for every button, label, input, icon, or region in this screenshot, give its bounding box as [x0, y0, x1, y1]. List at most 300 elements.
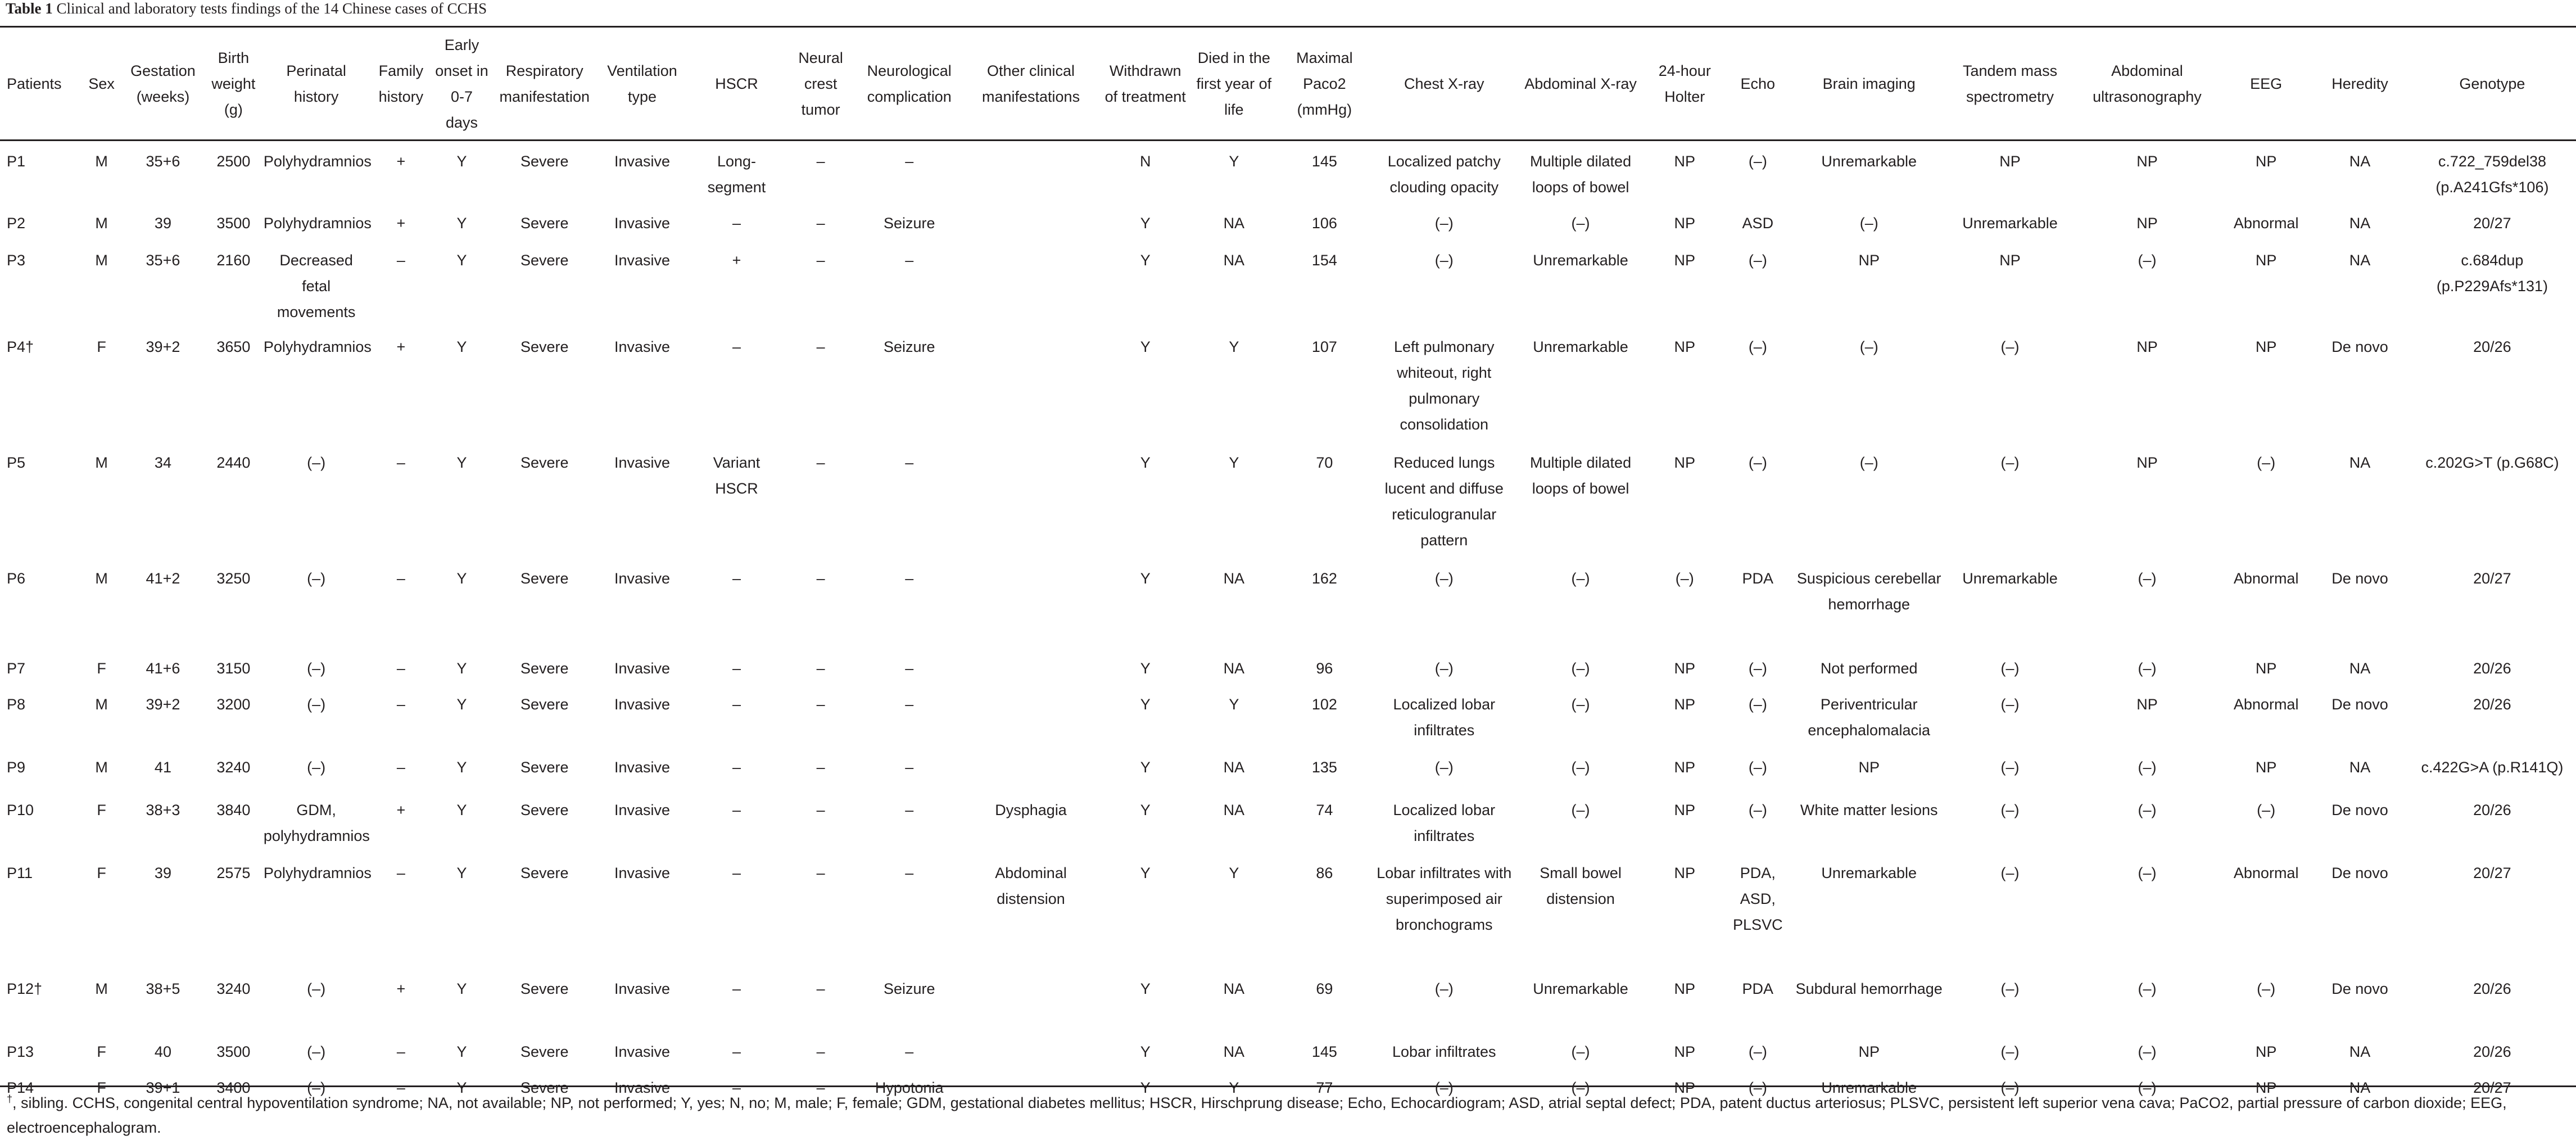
table-cell: Y — [1140, 1043, 1151, 1060]
table-cell: – — [816, 980, 825, 997]
table-cell: (–) — [1571, 759, 1590, 776]
table-cell: Severe — [520, 252, 569, 269]
table-cell: 135 — [1311, 759, 1337, 776]
table-cell: NA — [1223, 802, 1245, 818]
table-cell: NP — [1674, 802, 1696, 818]
table-cell: Localized lobar infiltrates — [1393, 802, 1496, 844]
table-row — [0, 851, 2576, 967]
table-cell: (–) — [2000, 454, 2020, 471]
table-cell: Invasive — [614, 215, 671, 232]
table-cell: PDA — [1742, 980, 1774, 997]
column-header: Sex — [88, 75, 115, 92]
column-header: Brain imaging — [1822, 75, 1916, 92]
table-cell: – — [732, 865, 741, 881]
table-cell: NP — [1674, 980, 1696, 997]
table-cell: NA — [2349, 252, 2371, 269]
table-cell: – — [732, 1043, 741, 1060]
table-cell: (–) — [1571, 660, 1590, 677]
table-cell: P5 — [7, 454, 26, 471]
table-cell: Unremarkable — [1533, 980, 1628, 997]
table-cell: (–) — [1748, 759, 1767, 776]
table-cell: Y — [456, 252, 467, 269]
table-cell: – — [396, 696, 405, 713]
table-cell: – — [816, 802, 825, 818]
table-cell — [962, 967, 1099, 1030]
table-cell: NP — [2255, 660, 2277, 677]
footnote-text: , sibling. CCHS, congenital central hypoventilation syndrome; NA, not available; NP, not performed; Y, yes; N, no; M, male; F, female; GDM, gestational diabetes mellitus; HSCR, Hirschprung disease; Echo, Echocardiogram; ASD, atrial septal defect; PDA, patent ductus arteriosus; PLSVC, persistent left superior vena cava; PaCO2, partial pressure of carbon dioxide; EEG, electroencephalogram. — [7, 1094, 2507, 1136]
table-cell: P14 — [7, 1079, 34, 1096]
table-cell: 20/26 — [2473, 1043, 2511, 1060]
table-cell: Seizure — [883, 338, 935, 355]
table-cell: Invasive — [614, 153, 671, 170]
table-header-row — [0, 28, 2576, 139]
table-cell: (–) — [2138, 570, 2157, 587]
table-cell: (–) — [2138, 1079, 2157, 1096]
table-cell: 20/27 — [2473, 1079, 2511, 1096]
table-cell: (–) — [1859, 454, 1878, 471]
table-cell: Severe — [520, 1043, 569, 1060]
table-cell: + — [732, 252, 741, 269]
column-header: HSCR — [715, 75, 758, 92]
table-cell: (–) — [2138, 759, 2157, 776]
table-cell: – — [816, 1079, 825, 1096]
table-cell: 38+5 — [146, 980, 180, 997]
table-cell: Invasive — [614, 802, 671, 818]
column-header: Genotype — [2459, 75, 2525, 92]
table-cell: Y — [456, 660, 467, 677]
table-cell — [962, 201, 1099, 238]
table-cell: 20/26 — [2473, 660, 2511, 677]
table-cell: Dysphagia — [995, 802, 1067, 818]
table-row — [0, 441, 2576, 557]
table-cell: (–) — [1434, 215, 1454, 232]
table-cell: Y — [1140, 338, 1151, 355]
table-cell: 77 — [1316, 1079, 1333, 1096]
table-cell: Y — [1140, 660, 1151, 677]
table-cell: Severe — [520, 865, 569, 881]
table-cell: (–) — [307, 980, 326, 997]
table-cell: NA — [1223, 980, 1245, 997]
table-cell: (–) — [1748, 802, 1767, 818]
table-cell: NP — [1674, 759, 1696, 776]
table-cell: 34 — [154, 454, 171, 471]
table-cell: F — [97, 660, 106, 677]
table-cell: Y — [456, 454, 467, 471]
table-cell: Unremarkable — [1533, 338, 1628, 355]
table-cell: Y — [1140, 1079, 1151, 1096]
table-cell: 39+2 — [146, 338, 180, 355]
table-row — [0, 238, 2576, 325]
table-cell: 3840 — [216, 802, 251, 818]
column-header: Respiratory manifestation — [499, 62, 590, 105]
column-header: Patients — [7, 75, 62, 92]
table-cell: N — [1139, 153, 1151, 170]
table-cell: Lobar infiltrates — [1392, 1043, 1496, 1060]
table-cell: (–) — [1434, 759, 1454, 776]
clinical-findings-table — [0, 28, 2576, 1101]
table-cell: (–) — [1748, 1079, 1767, 1096]
table-cell: – — [816, 252, 825, 269]
table-cell: (–) — [2000, 980, 2020, 997]
table-cell: – — [905, 802, 914, 818]
table-cell: 162 — [1311, 570, 1337, 587]
column-header: Died in the first year of life — [1196, 49, 1272, 118]
table-cell: Abnormal — [2233, 865, 2299, 881]
column-header: Maximal Paco2 (mmHg) — [1296, 49, 1353, 118]
table-cell: Small bowel distension — [1540, 865, 1622, 907]
table-cell: Seizure — [883, 980, 935, 997]
table-cell: Polyhydramnios — [263, 865, 372, 881]
table-cell: – — [396, 660, 405, 677]
table-cell: (–) — [2000, 759, 2020, 776]
table-cell: Polyhydramnios — [263, 338, 372, 355]
table-cell: 154 — [1311, 252, 1337, 269]
table-cell: (–) — [1434, 570, 1454, 587]
table-cell: – — [905, 865, 914, 881]
table-cell: (–) — [2138, 980, 2157, 997]
table-cell: 35+6 — [146, 153, 180, 170]
table-cell: NP — [1674, 454, 1696, 471]
table-cell: – — [816, 759, 825, 776]
table-cell: Invasive — [614, 980, 671, 997]
column-header: Perinatal history — [286, 62, 346, 105]
table-cell: – — [396, 865, 405, 881]
table-cell: 20/26 — [2473, 696, 2511, 713]
table-cell: Abdominal distension — [995, 865, 1067, 907]
table-cell: Severe — [520, 696, 569, 713]
table-cell: Y — [456, 1079, 467, 1096]
table-cell: 41 — [154, 759, 171, 776]
table-row — [0, 745, 2576, 788]
table-cell: – — [396, 570, 405, 587]
table-cell: NP — [1674, 338, 1696, 355]
table-cell — [962, 441, 1099, 557]
table-cell: Severe — [520, 338, 569, 355]
table-cell: – — [905, 570, 914, 587]
table-cell: Severe — [520, 759, 569, 776]
table-cell: Y — [1140, 759, 1151, 776]
table-cell: 2575 — [216, 865, 251, 881]
table-cell: (–) — [307, 696, 326, 713]
table-cell: (–) — [1675, 570, 1694, 587]
table-cell: – — [816, 454, 825, 471]
table-cell: (–) — [1748, 252, 1767, 269]
table-cell: ASD — [1742, 215, 1774, 232]
table-cell: NP — [2255, 759, 2277, 776]
table-cell: De novo — [2331, 802, 2388, 818]
table-cell: NA — [2349, 759, 2371, 776]
table-cell: Localized lobar infiltrates — [1393, 696, 1496, 739]
table-cell: Abnormal — [2233, 570, 2299, 587]
table-cell: (–) — [2000, 802, 2020, 818]
table-cell: – — [816, 865, 825, 881]
table-cell: F — [97, 338, 106, 355]
table-cell: M — [95, 215, 108, 232]
table-cell: – — [905, 1043, 914, 1060]
table-cell: Y — [1140, 865, 1151, 881]
table-cell: GDM, polyhydramnios — [263, 802, 370, 844]
table-cell: 3500 — [216, 1043, 251, 1060]
table-cell: Polyhydramnios — [263, 215, 372, 232]
table-cell: P12† — [7, 980, 43, 997]
table-cell: Long-segment — [707, 153, 766, 196]
table-cell: – — [396, 1079, 405, 1096]
table-cell: (–) — [1571, 1043, 1590, 1060]
table-cell: Not performed — [1820, 660, 1918, 677]
table-cell: Unremarkable — [1821, 865, 1917, 881]
column-header: Gestation (weeks) — [130, 62, 196, 105]
column-header: Abdominal X-ray — [1524, 75, 1637, 92]
table-cell: NP — [2136, 454, 2158, 471]
column-header: Tandem mass spectrometry — [1963, 62, 2058, 105]
table-cell: Unremarkable — [1962, 215, 2058, 232]
table-cell: c.722_759del38 (p.A241Gfs*106) — [2435, 153, 2549, 196]
table-cell: 39+1 — [146, 1079, 180, 1096]
table-cell: 20/27 — [2473, 865, 2511, 881]
table-cell: Invasive — [614, 1079, 671, 1096]
table-cell: Invasive — [614, 759, 671, 776]
table-cell: Decreased fetal movements — [277, 252, 356, 320]
table-cell: Abnormal — [2233, 215, 2299, 232]
table-cell: Y — [1229, 338, 1239, 355]
table-cell: (–) — [307, 570, 326, 587]
table-cell: (–) — [1571, 802, 1590, 818]
table-cell: – — [816, 696, 825, 713]
table-cell: c.202G>T (p.G68C) — [2425, 454, 2559, 471]
table-cell: Y — [1229, 696, 1239, 713]
table-cell: M — [95, 252, 108, 269]
table-cell: P3 — [7, 252, 26, 269]
footnote-mark: † — [7, 1093, 13, 1105]
column-header: Withdrawn of treatment — [1104, 62, 1186, 105]
table-cell: Y — [456, 1043, 467, 1060]
table-cell: (–) — [1859, 215, 1878, 232]
table-cell: Y — [1229, 454, 1239, 471]
table-cell: NP — [1999, 252, 2021, 269]
table-cell: 2160 — [216, 252, 251, 269]
table-cell — [962, 557, 1099, 646]
table-cell: P11 — [7, 865, 33, 881]
table-cell: De novo — [2331, 865, 2388, 881]
table-cell: (–) — [1571, 1079, 1590, 1096]
table-cell: Invasive — [614, 338, 671, 355]
column-header: Abdominal ultrasonography — [2093, 62, 2202, 105]
table-cell: NP — [1674, 153, 1696, 170]
table-cell: 41+6 — [146, 660, 180, 677]
table-top-rule — [0, 26, 2576, 28]
table-cell: 39+2 — [146, 696, 180, 713]
table-cell — [962, 1030, 1099, 1066]
table-cell: Periventricular encephalomalacia — [1808, 696, 1931, 739]
table-cell: – — [732, 980, 741, 997]
table-cell: (–) — [2257, 980, 2276, 997]
table-cell: NP — [2136, 215, 2158, 232]
table-cell: 41+2 — [146, 570, 180, 587]
table-cell: (–) — [2000, 865, 2020, 881]
table-row — [0, 201, 2576, 238]
table-cell: Severe — [520, 660, 569, 677]
table-cell: Y — [456, 338, 467, 355]
table-cell: Invasive — [614, 696, 671, 713]
table-cell: Y — [1229, 1079, 1239, 1096]
table-cell: PDA — [1742, 570, 1774, 587]
column-header: Neurological complication — [867, 62, 952, 105]
table-cell: Lobar infiltrates with superimposed air bronchograms — [1377, 865, 1512, 933]
table-cell: Unremarkable — [1821, 1079, 1917, 1096]
table-cell: (–) — [1434, 980, 1454, 997]
table-cell: Invasive — [614, 454, 671, 471]
table-cell: Y — [456, 980, 467, 997]
table-cell — [962, 325, 1099, 441]
table-cell: NA — [2349, 153, 2371, 170]
table-cell: – — [905, 696, 914, 713]
table-cell: Multiple dilated loops of bowel — [1529, 454, 1632, 497]
table-cell: 3240 — [216, 759, 251, 776]
table-cell: Left pulmonary whiteout, right pulmonary consolidation — [1393, 338, 1495, 433]
table-cell: Y — [456, 153, 467, 170]
table-cell: White matter lesions — [1800, 802, 1938, 818]
table-cell — [962, 238, 1099, 325]
table-cell: P10 — [7, 802, 34, 818]
table-cell: c.422G>A (p.R141Q) — [2421, 759, 2564, 776]
table-cell: 3150 — [216, 660, 251, 677]
table-cell: F — [97, 865, 106, 881]
table-cell: Unremarkable — [1821, 153, 1917, 170]
table-cell: P2 — [7, 215, 26, 232]
table-cell: Severe — [520, 980, 569, 997]
table-cell: (–) — [2138, 660, 2157, 677]
table-cell: + — [396, 980, 406, 997]
table-cell — [962, 682, 1099, 745]
table-cell: (–) — [2000, 696, 2020, 713]
table-cell: Multiple dilated loops of bowel — [1529, 153, 1632, 196]
table-cell: NA — [1223, 660, 1245, 677]
table-cell: 70 — [1316, 454, 1333, 471]
table-cell: Unremarkable — [1962, 570, 2058, 587]
table-cell: P13 — [7, 1043, 34, 1060]
table-cell: – — [905, 153, 914, 170]
table-cell: 20/26 — [2473, 980, 2511, 997]
table-caption — [6, 0, 487, 19]
table-cell: NA — [2349, 660, 2371, 677]
table-cell: (–) — [1434, 1079, 1454, 1096]
table-cell: 69 — [1316, 980, 1333, 997]
table-cell: NA — [2349, 1043, 2371, 1060]
table-cell: Invasive — [614, 660, 671, 677]
table-cell: Y — [1229, 153, 1239, 170]
table-cell: 39 — [154, 215, 171, 232]
table-cell: NA — [1223, 759, 1245, 776]
table-cell: (–) — [2000, 338, 2020, 355]
table-cell: NA — [1223, 1043, 1245, 1060]
table-cell: 20/26 — [2473, 338, 2511, 355]
table-cell: 96 — [1316, 660, 1333, 677]
table-cell: NP — [2136, 696, 2158, 713]
table-cell: 3650 — [216, 338, 251, 355]
table-cell: P8 — [7, 696, 26, 713]
table-cell: – — [732, 1079, 741, 1096]
table-row — [0, 967, 2576, 1030]
column-header: EEG — [2250, 75, 2283, 92]
table-cell: NP — [1674, 215, 1696, 232]
table-cell: (–) — [2138, 252, 2157, 269]
table-cell: NA — [2349, 454, 2371, 471]
table-cell: P9 — [7, 759, 26, 776]
table-cell: 3500 — [216, 215, 251, 232]
column-header: Neural crest tumor — [798, 49, 843, 118]
table-cell: NA — [1223, 215, 1245, 232]
table-cell: – — [732, 570, 741, 587]
table-cell: 145 — [1311, 153, 1337, 170]
table-cell: NP — [1858, 759, 1880, 776]
table-cell: 20/26 — [2473, 802, 2511, 818]
table-cell: – — [905, 252, 914, 269]
table-cell: NP — [2255, 1043, 2277, 1060]
table-cell: (–) — [2257, 454, 2276, 471]
table-cell: Severe — [520, 1079, 569, 1096]
table-cell: NP — [2255, 153, 2277, 170]
table-cell: De novo — [2331, 980, 2388, 997]
table-cell: NA — [1223, 252, 1245, 269]
table-cell: De novo — [2331, 338, 2388, 355]
table-cell: P4† — [7, 338, 34, 355]
table-cell: Y — [1140, 454, 1151, 471]
table-cell: Y — [456, 802, 467, 818]
column-header: Chest X-ray — [1404, 75, 1484, 92]
table-cell: (–) — [307, 1043, 326, 1060]
table-cell: F — [97, 1043, 106, 1060]
table-cell: P1 — [7, 153, 26, 170]
table-cell: Abnormal — [2233, 696, 2299, 713]
table-cell: Subdural hemorrhage — [1795, 980, 1943, 997]
table-cell: – — [732, 338, 741, 355]
table-cell: M — [95, 153, 108, 170]
table-cell: – — [816, 153, 825, 170]
table-cell: Suspicious cerebellar hemorrhage — [1796, 570, 1941, 613]
table-cell: 3240 — [216, 980, 251, 997]
table-cell: (–) — [2138, 865, 2157, 881]
table-cell: + — [396, 802, 406, 818]
table-cell: 2500 — [216, 153, 251, 170]
table-cell: (–) — [307, 759, 326, 776]
table-cell: NP — [1674, 252, 1696, 269]
table-cell: 20/27 — [2473, 215, 2511, 232]
table-cell: (–) — [2000, 660, 2020, 677]
table-cell: Invasive — [614, 1043, 671, 1060]
table-cell: Y — [456, 865, 467, 881]
table-cell: c.684dup (p.P229Afs*131) — [2436, 252, 2548, 295]
table-row — [0, 325, 2576, 441]
table-cell: De novo — [2331, 696, 2388, 713]
column-header: Heredity — [2331, 75, 2388, 92]
table-cell: (–) — [307, 660, 326, 677]
table-cell: (–) — [2257, 802, 2276, 818]
table-cell: – — [816, 338, 825, 355]
table-cell: 38+3 — [146, 802, 180, 818]
table-cell: Reduced lungs lucent and diffuse reticulogranular pattern — [1384, 454, 1504, 549]
table-cell: NP — [1858, 252, 1880, 269]
table-cell: – — [396, 252, 405, 269]
table-cell: (–) — [2000, 1043, 2020, 1060]
table-cell: M — [95, 759, 108, 776]
table-cell: NP — [2255, 1079, 2277, 1096]
table-cell: (–) — [1434, 660, 1454, 677]
table-cell: NP — [1674, 1079, 1696, 1096]
table-cell: – — [816, 660, 825, 677]
table-cell: PDA, ASD, PLSVC — [1733, 865, 1783, 933]
table-cell: F — [97, 802, 106, 818]
table-cell: (–) — [1859, 338, 1878, 355]
